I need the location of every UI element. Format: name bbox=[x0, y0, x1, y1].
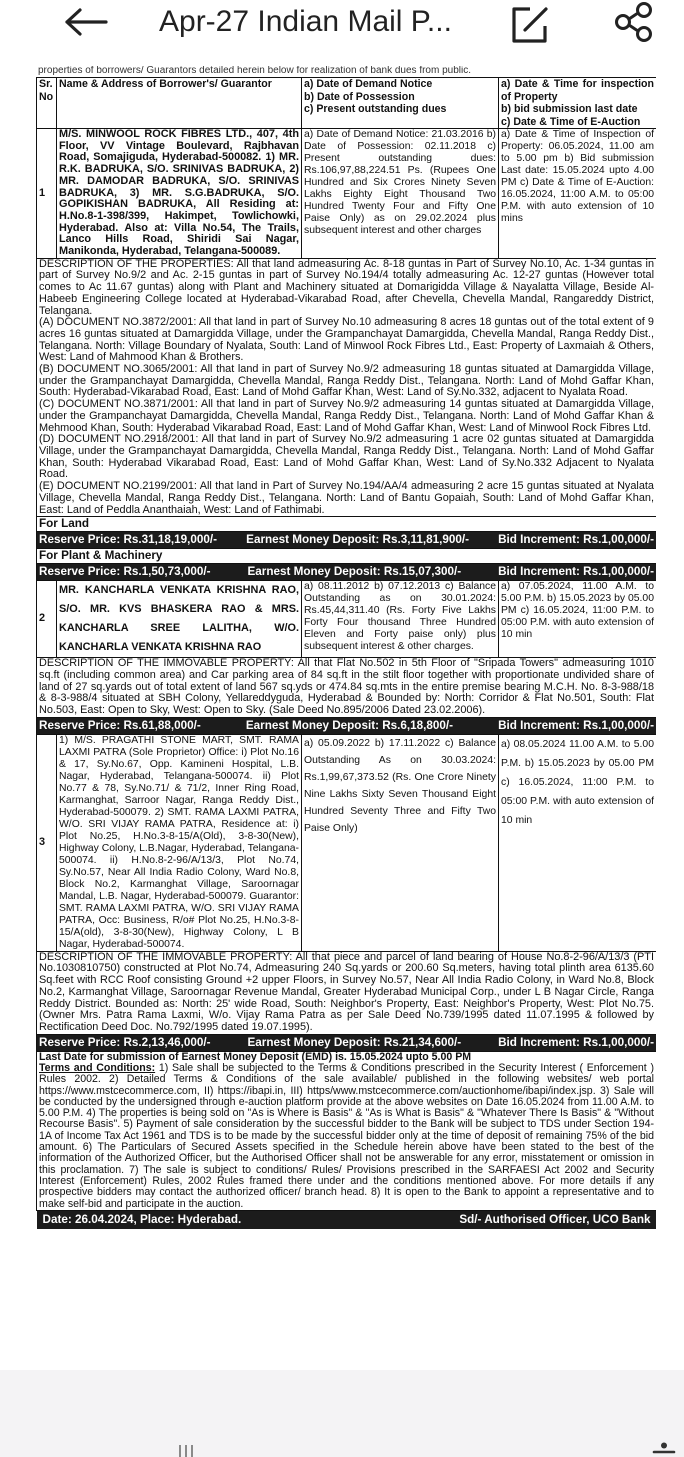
table-header-row bbox=[37, 78, 657, 129]
table-row bbox=[37, 581, 657, 658]
terms-row bbox=[37, 1051, 657, 1210]
auction-table bbox=[36, 77, 656, 1229]
earnest-money: Earnest Money Deposit: Rs.15,07,300/- bbox=[247, 565, 462, 579]
subhead-row bbox=[37, 517, 657, 532]
header-sr: Sr. No bbox=[37, 78, 57, 129]
share-button[interactable] bbox=[612, 0, 656, 44]
footer-cell bbox=[37, 1210, 657, 1229]
back-button[interactable] bbox=[62, 6, 110, 38]
description-row bbox=[37, 258, 657, 516]
price-bar-row bbox=[37, 532, 657, 549]
header-dates bbox=[302, 78, 499, 129]
borrower-details: M/S. MINWOOL ROCK FIBRES LTD., 407, 4th Floor, VV Vintage Boulevard, Rajbhavan Road, Somajiguda, Hyderabad-500082. 1) MR. R.K. BADRUKA, S/O. SRINIVAS BADRUKA, 2) MR. DAMODAR BADRUKA, S/O. SRINIVAS BADRUKA, 3) MR. S.G.BADRUKA, S/O. GOPIKISHAN BADRUKA, All Residing at: H.No.8-1-398/399, Hakimpet, Towlichowki, Hyderabad. Also at: Villa No.54, The Trails, Lanco Hills Road, Shiridi Sai Nagar, Manikonda, Hyderabad, Telangana-500089. bbox=[57, 129, 302, 259]
subhead-row bbox=[37, 549, 657, 564]
recents-button[interactable] bbox=[178, 1442, 194, 1457]
property-description bbox=[37, 258, 657, 516]
price-bar-row bbox=[37, 717, 657, 734]
footer-row bbox=[37, 1210, 657, 1229]
edit-button[interactable] bbox=[510, 4, 550, 44]
borrower-details: MR. KANCHARLA VENKATA KRISHNA RAO, S/O. MR. KVS BHASKERA RAO & MRS. KANCHARLA SREE LALITHA, W/O. KANCHARLA VENKATA KRISHNA RAO bbox=[57, 581, 302, 658]
header-dates-b: b) Date of Possession bbox=[304, 90, 415, 103]
newspaper-clipping bbox=[36, 66, 656, 1368]
description-para: (E) DOCUMENT NO.2199/2001: All that land in Part of Survey No.194/AA/4 admeasuring 2 acre 15 guntas situated at Nyalata Village, Chevella Mandal, Ranga Reddy Dist., Telangana. North: Land of Bantu Gopaiah, South: Land of Mohd Gaffar Khan, East: Land of Peddla Ananthaiah, West: Land of Fathimabi. bbox=[39, 480, 654, 516]
price-bar-row bbox=[37, 1034, 657, 1051]
description-row bbox=[37, 658, 657, 718]
earnest-money: Earnest Money Deposit: Rs.6,18,800/- bbox=[245, 718, 454, 732]
description-para: (A) DOCUMENT NO.3872/2001: All that land in part of Survey No.10 admeasuring 8 acres 18 guntas out of the total extent of 9 acres 16 guntas situated at Damargidda Village, under the Grampanchayat Damargidda, Chevella Mandal, Ranga Reddy Dist., Telangana. North: Village Boundary of Nyalata, South: Land of Minwool Rock Fibres Ltd., East: Property of Laxmaiah & Others, West: Land of Mahmood Khan & Brothers. bbox=[39, 316, 654, 364]
borrower-details: 1) M/S. PRAGATHI STONE MART, SMT. RAMA LAXMI PATRA (Sole Proprietor) Office: i) Plot No.16 & 17, Sy.No.67, Opp. Kamineni Hospital, L.B. Nagar, Hyderabad, Telangana-500074. ii) Plot No.77 & 78, Sy.No.71/ & 71/2, Inner Ring Road, Karmanghat, Sarroor Nagar, Ranga Reddy Dist., Hyderabad-500079. 2) SMT. RAMA LAXMI PATRA, W/O. SRI VIJAY RAMA PATRA, Residence at: i) Plot No.25, H.No.3-8-15/A(Old), 3-8-30(New), Highway Colony, L.B.Nagar, Hyderabad, Telangana-500074. ii) H.No.8-2-96/A/13/3, Plot No.74, Sy.No.57, Near All India Radio Colony, Ward No.8, Block No.2, Karmanghat Village, Saroornagar Mandal, L.B. Nagar, Hyderabad-500079. Guarantor: SMT. RAMA LAXMI PATRA, W/O. SRI VIJAY RAMA PATRA, Occ: Business, R/o# Plot No.25, H.No.3-8-15/A(old), 3-8-30(New), Highway Colony, L B Nagar, Hyderabad-500074. bbox=[57, 734, 302, 951]
price-bar-row bbox=[37, 564, 657, 581]
system-nav-bar bbox=[0, 1370, 684, 1457]
description-para: (C) DOCUMENT NO.3871/2001: All that land in part of Survey No.9/2 admeasuring 14 guntas situated at Damargidda Village, under the Grampanchayat Damargidda, Chevella Mandal, Ranga Reddy Dist., Telangana. North: Land of Mohd Gaffar Khan & Mehmood Khan, South: Hyderabad Vikarabad Road, East: Land of Mohd Gaffar Khan, West: Land of Minwool Rock Fibres Ltd. bbox=[39, 398, 654, 434]
accessibility-icon bbox=[651, 1442, 677, 1457]
demand-dates: a) 05.09.2022 b) 17.11.2022 c) Balance Outstanding As on 30.03.2024: Rs.1,99,67,373.52 (Rs. One Crore Ninety Nine Lakhs Sixty Seven Thousand Eight Hundred Seventy Three and Fifty Two Paise Only) bbox=[302, 734, 499, 951]
reserve-price: Reserve Price: Rs.1,50,73,000/- bbox=[39, 565, 211, 579]
header-dates-a: a) Date of Demand Notice bbox=[304, 78, 433, 90]
bid-increment: Bid Increment: Rs.1,00,000/- bbox=[498, 565, 654, 579]
table-row bbox=[37, 734, 657, 951]
header-insp-b: b) bid submission last date bbox=[501, 103, 638, 115]
subhead-plant: For Plant & Machinery bbox=[37, 549, 657, 564]
emd-last-date: Last Date for submission of Earnest Money Deposit (EMD) is. 15.05.2024 upto 5.00 PM bbox=[39, 1050, 472, 1063]
price-bar bbox=[37, 532, 657, 549]
document-title: Apr-27 Indian Mail P... bbox=[159, 5, 452, 38]
auction-schedule: a) 08.05.2024 11.00 A.M. to 5.00 P.M. b) 15.05.2023 by 05.00 PM c) 16.05.2024, 11:00 P.M. to 05:00 P.M. with auto extension of 10 min bbox=[499, 734, 657, 951]
property-description: DESCRIPTION OF THE IMMOVABLE PROPERTY: All that piece and parcel of land bearing of House No.8-2-96/A/13/3 (PTI No.1030810750) constructed at Plot No.74, Admeasuring 240 Sq.yards or 200.60 Sq.meters, having total plinth area 6135.60 Sq.feet with RCC Roof consisting Ground +2 upper Floors, in Survey No.57, Near All India Radio Colony, in Ward No.8, Block No.2, Karmanghat Village, Saroornagar Revenue Mandal, Greater Hyderabad Municipal Corp., under L B Nagar Circle, Ranga Reddy District. Bounded as: North: 25' wide Road, South: Neighbor's Property, East: Neighbor's Property, West: Plot No.75. (Owner Mrs. Patra Rama Laxmi, W/o. Vijay Rama Patra as per Sale Deed No.739/1995 dated 11.07.1995 & followed by Rectification Deed Doc. No.792/1995 dated 19.07.1995). bbox=[37, 951, 657, 1034]
header-auction bbox=[499, 78, 657, 129]
header-borrower: Name & Address of Borrower's/ Guarantor bbox=[57, 78, 302, 129]
header-dates-c: c) Present outstanding dues bbox=[304, 103, 447, 115]
price-bar bbox=[37, 1034, 657, 1051]
bid-increment: Bid Increment: Rs.1,00,000/- bbox=[498, 533, 654, 547]
table-row bbox=[37, 129, 657, 259]
bid-increment: Bid Increment: Rs.1,00,000/- bbox=[498, 1035, 654, 1049]
accessibility-button[interactable] bbox=[651, 1442, 677, 1457]
subhead-land: For Land bbox=[37, 517, 657, 532]
property-description: DESCRIPTION OF THE IMMOVABLE PROPERTY: All that Flat No.502 in 5th Floor of "Sripada Towers" admeasuring 1010 sq.ft (including common area) and Car parking area of 84 sq.ft in the stilt floor together with proportionate undivided share of land of 27 sq.yards out of total extent of land 567 sq.yds or 474.84 sq.mts in the entire premise bearing M.C.H. No. 8-3-988/18 & 8-3-988/4 situated at SBH Colony, Yellareddyguda, Hyderabad & Bounded by: North: Corridor & Flat No.501, South: Flat No.503, East: Open to Sky, West: Open to Sky. (Sale Deed No.895/2006 Dated 23.02.2006). bbox=[37, 658, 657, 718]
reserve-price: Reserve Price: Rs.31,18,19,000/- bbox=[39, 533, 218, 547]
edit-square-icon bbox=[510, 4, 550, 44]
reserve-price: Reserve Price: Rs.61,88,000/- bbox=[39, 718, 201, 732]
header-insp-a: a) Date & Time for inspection of Property bbox=[501, 78, 654, 103]
earnest-money: Earnest Money Deposit: Rs.21,34,600/- bbox=[247, 1035, 462, 1049]
app-bar bbox=[0, 0, 684, 66]
demand-dates: a) Date of Demand Notice: 21.03.2016 b) Date of Possession: 02.11.2018 c) Present outstanding dues: Rs.106,97,88,224.51 Ps. (Rupees One Hundred and Six Crores Ninety Seven Lakhs Eighty Eight Thousand Two Hundred Twenty Four and Fifty One Paise Only) as on 29.02.2024 plus subsequent interest and other charges bbox=[302, 129, 499, 259]
description-para: (D) DOCUMENT NO.2918/2001: All that land in part of Survey No.9/2 admeasuring 1 acre 02 guntas situated at Damargidda Village, under the Grampanchayat Damargidda, Chevella Mandal, Ranga Reddy Dist., Telangana. North: Land of Mohd Gaffar Khan, South: Hyderabad Vikarabad Road, East: Land of Mohd Gaffar Khan, West: Land of Sy.No.332 Adjacent to Nyalata Road. bbox=[39, 433, 654, 481]
terms-text: 1) Sale shall be subjected to the Terms & Conditions prescribed in the Security Interest ( Enforcement ) Rules 2002. 2) Detailed Terms & Conditions of the sale available/ published in the following websites/ web portal https://www.mstcecommerce.com, II) https://ibapi.in, III) https/www.mstcecommerce.com/auctionhome/ibapi/index.jsp. 3) Sale will be conducted by the undersigned through e-auction platform provide at the above websites on Date 16.05.2024 from 11.00 A.M. to 5.00 P.M. 4) The properties is being sold on "As is Where is Basis" & "As is What is Basis" & "Whatever There Is Basis" & "Without Recourse Basis". 5) Payment of sale consideration by the successful bidder to the Bank will be subject to TDS under Section 194-1A of Income Tax Act 1961 and TDS is to be made by the successful bidder only at the time of deposit of remaining 75% of the bid amount. 6) The Particulars of Secured Assets specified in the Schedule herein above have been stated to the best of the information of the Authorized Officer, but the Authorised Officer shall not be answerable for any error, misstatement or omission in this proclamation. 7) The sale is subject to conditions/ Rules/ Provisions prescribed in the SARFAESI Act 2002 and Security Interest (Enforcement) Rules, 2002 Rules framed there under and the conditions mentioned above. For more details if any prospective bidders may contact the authorized officer/ branch head. 8) It is open to the Bank to appoint a representative and to make self-bid and participate in the auction. bbox=[39, 1061, 654, 1210]
description-para: DESCRIPTION OF THE PROPERTIES: All that land admeasuring Ac. 8-18 guntas in Part of Survey No.10, Ac. 1-34 guntas in part of Survey No.9/2 and Ac. 2-15 guntas in part of Survey No.194/4 totally admeasuring Ac. 12-27 guntas (However total comes to Ac 11.67 guntas) along with Plant and Machinery situated at Domarigidda Village & Nayalatta Village, Beside Al-Habeeb Engineering College located at Hyderabad-Vikarabad Road, after Chevella, Chevella Mandal, Rangareddy District, Telangana. bbox=[39, 257, 654, 317]
terms-and-conditions bbox=[37, 1051, 657, 1210]
row-sr: 2 bbox=[37, 581, 57, 658]
terms-body bbox=[39, 1063, 654, 1210]
earnest-money: Earnest Money Deposit: Rs.3,11,81,900/- bbox=[246, 533, 469, 547]
authorised-officer: Sd/- Authorised Officer, UCO Bank bbox=[459, 1212, 651, 1226]
header-insp-c: c) Date & Time of E-Auction bbox=[501, 115, 641, 128]
reserve-price: Reserve Price: Rs.2,13,46,000/- bbox=[39, 1035, 211, 1049]
row-sr: 3 bbox=[37, 734, 57, 951]
description-para: (B) DOCUMENT NO.3065/2001: All that land in part of Survey No.9/2 admeasuring 18 guntas situated at Damargidda Village, under the Grampanchayat Damargidda, Chevella Mandal, Ranga Reddy Dist., Telangana. North: Land of Mohd Gaffar Khan, South: Hyderabad-Vikarabad Road, East: Land of Mohd Gaffar Khan, West: Land of Sy.No.332, adjacent to Nyalata Road. bbox=[39, 363, 654, 399]
share-icon bbox=[612, 0, 656, 44]
truncated-heading-line: properties of borrowers/ Guarantors detailed herein below for realization of bank dues from public. bbox=[38, 66, 472, 76]
demand-dates: a) 08.11.2012 b) 07.12.2013 c) Balance Outstanding as on 30.01.2024: Rs.45,44,311.40 (Rs. Forty Five Lakhs Forty Four thousand Three Hundred Eleven and Forty paise only) plus subsequent interest & other charges. bbox=[302, 581, 499, 658]
row-sr: 1 bbox=[37, 129, 57, 259]
auction-schedule: a) 07.05.2024, 11.00 A.M. to 5.00 P.M. b) 15.05.2023 by 05.00 PM c) 16.05.2024, 11:00 P.M. to 05:00 P.M. with auto extension of 10 min bbox=[499, 581, 657, 658]
bid-increment: Bid Increment: Rs.1,00,000/- bbox=[498, 718, 654, 732]
description-row bbox=[37, 951, 657, 1034]
signature-footer bbox=[37, 1211, 657, 1229]
terms-label: Terms and Conditions: bbox=[39, 1061, 156, 1074]
arrow-left-icon bbox=[62, 6, 110, 38]
price-bar bbox=[37, 717, 657, 734]
price-bar bbox=[37, 564, 657, 581]
date-place: Date: 26.04.2024, Place: Hyderabad. bbox=[42, 1212, 242, 1226]
auction-schedule: a) Date & Time of Inspection of Property: 06.05.2024, 11.00 am to 5.00 pm b) Bid submission Last date: 15.05.2024 upto 4.00 PM c) Date & Time of E-Auction: 16.05.2024, 11:00 A.M. to 05:00 P.M. with auto extension of 10 mins bbox=[499, 129, 657, 259]
recents-icon bbox=[178, 1442, 194, 1457]
